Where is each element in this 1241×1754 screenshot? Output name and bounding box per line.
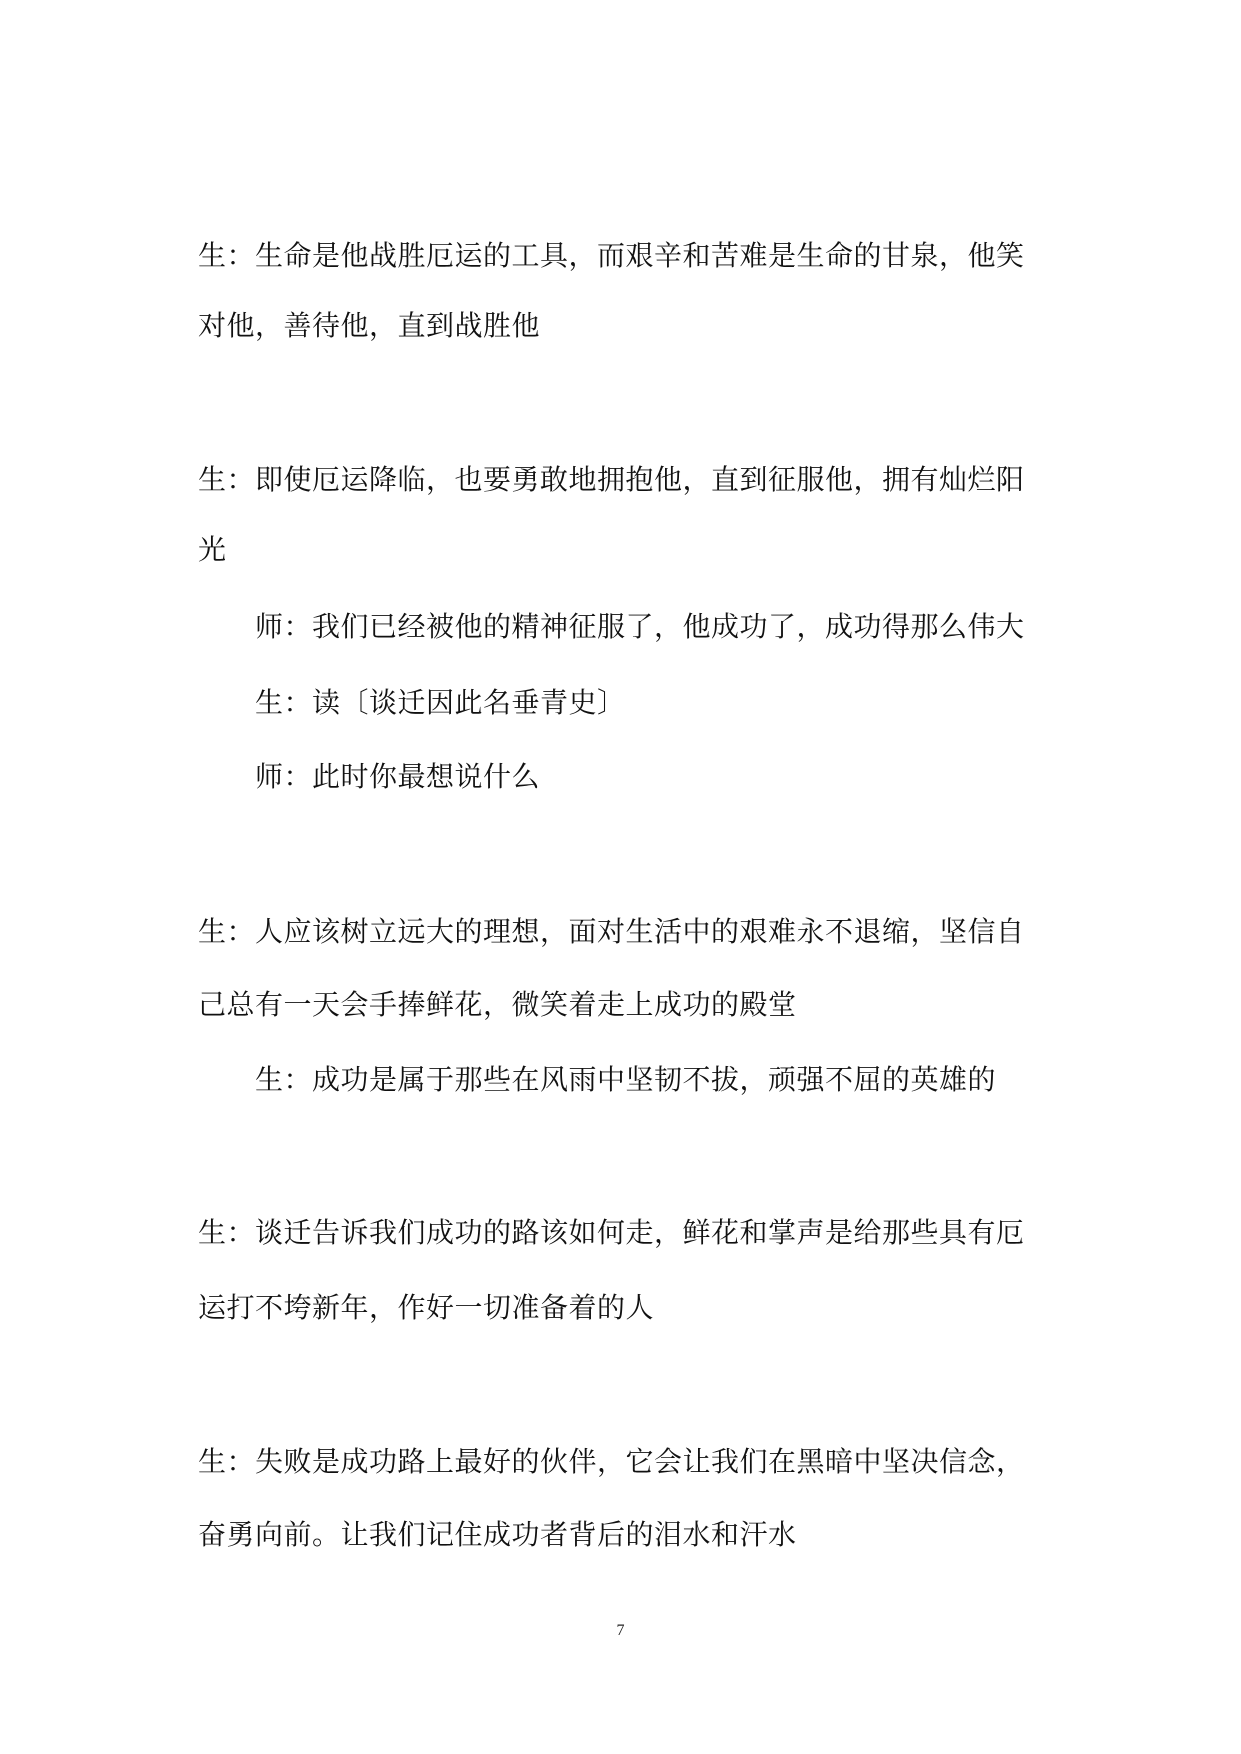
paragraph-2-line-1: 生：即使厄运降临，也要勇敢地拥抱他，直到征服他，拥有灿烂阳 (198, 463, 1025, 496)
paragraph-5-line-2: 奋勇向前。让我们记住成功者背后的泪水和汗水 (198, 1518, 797, 1551)
paragraph-1-line-2: 对他，善待他，直到战胜他 (198, 309, 541, 342)
paragraph-3-line-2: 己总有一天会手捧鲜花，微笑着走上成功的殿堂 (198, 988, 797, 1021)
paragraph-4-line-2: 运打不垮新年，作好一切准备着的人 (198, 1291, 655, 1324)
teacher-question-line: 师：此时你最想说什么 (255, 760, 541, 793)
page-number: 7 (616, 1622, 625, 1639)
teacher-line-1: 师：我们已经被他的精神征服了，他成功了，成功得那么伟大 (255, 610, 1025, 643)
paragraph-5-line-1: 生：失败是成功路上最好的伙伴，它会让我们在黑暗中坚决信念， (198, 1445, 1025, 1478)
paragraph-2-line-2: 光 (198, 533, 227, 566)
paragraph-4-line-1: 生：谈迁告诉我们成功的路该如何走，鲜花和掌声是给那些具有厄 (198, 1216, 1025, 1249)
paragraph-1-line-1: 生：生命是他战胜厄运的工具，而艰辛和苦难是生命的甘泉，他笑 (198, 239, 1025, 272)
student-heroes-line: 生：成功是属于那些在风雨中坚韧不拔，顽强不屈的英雄的 (255, 1063, 997, 1096)
paragraph-3-line-1: 生：人应该树立远大的理想，面对生活中的艰难永不退缩，坚信自 (198, 915, 1025, 948)
student-read-line: 生：读〔谈迁因此名垂青史〕 (255, 686, 626, 719)
